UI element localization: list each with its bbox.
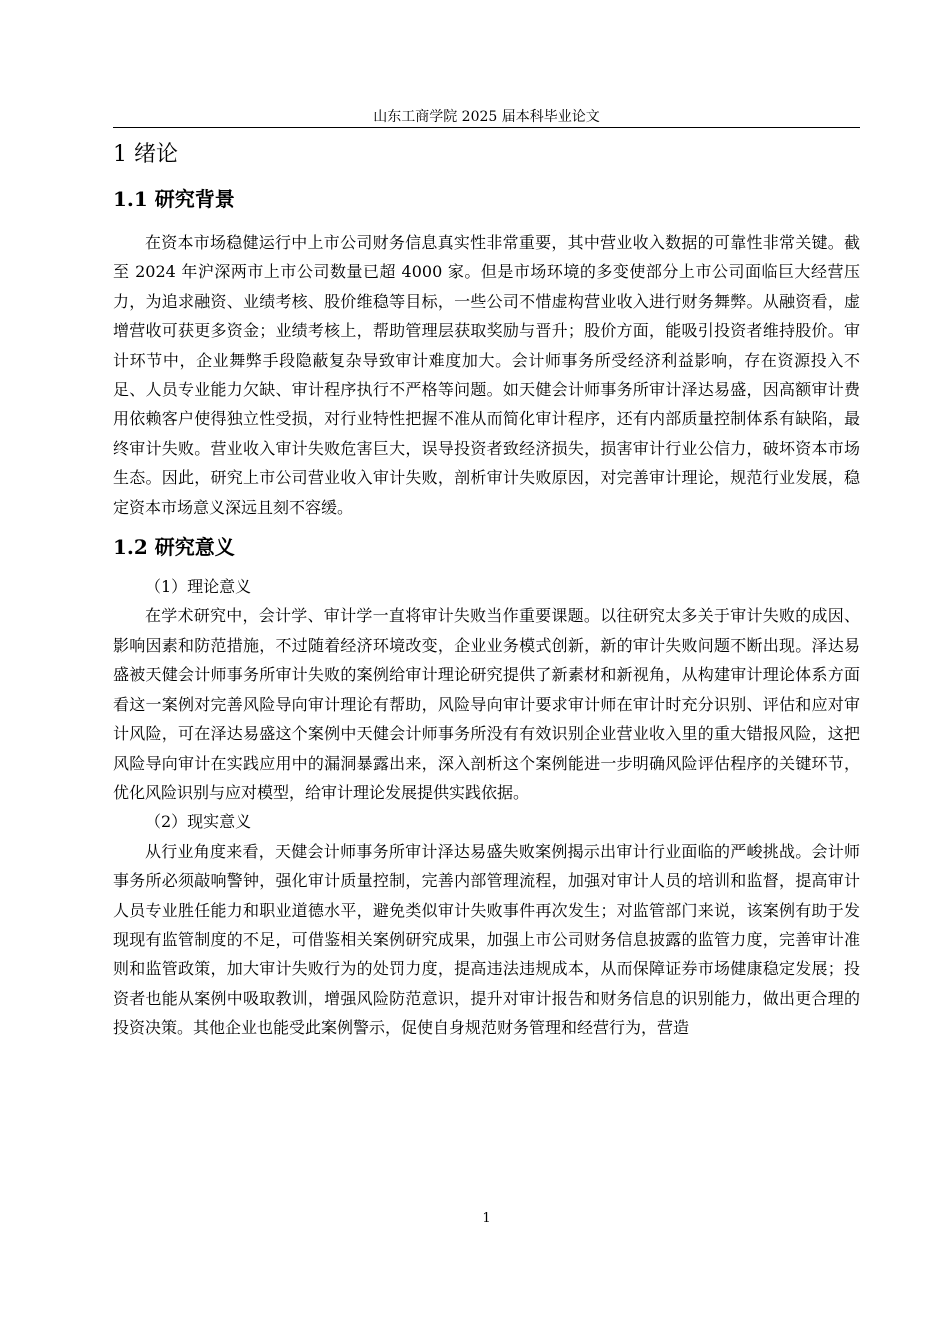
subheading-practice: （2）现实意义 [145, 812, 252, 832]
section-title-background: 1.1 研究背景 [113, 187, 235, 211]
subheading-theory: （1）理论意义 [145, 577, 252, 597]
page-content [113, 140, 860, 1043]
page-number: 1 [482, 1211, 491, 1226]
chapter-title: 1 绪论 [113, 142, 178, 167]
header-rule [113, 127, 860, 128]
page-header: 山东工商学院 2025 届本科毕业论文 [373, 109, 600, 125]
paragraph-practice: 从行业角度来看，天健会计师事务所审计泽达易盛失败案例揭示出审计行业面临的严峻挑战。会计师事务所必须敲响警钟，强化审计质量控制，完善内部管理流程，加强对审计人员的培训和监督，提高审计人员专业胜任能力和职业道德水平，避免类似审计失败事件再次发生；对监管部门来说，该案例有助于发现现有监管制度的不足，可借鉴相关案例研究成果，加强上市公司财务信息披露的监管力度，完善审计准则和监管政策，加大审计失败行为的处罚力度，提高违法违规成本，从而保障证券市场健康稳定发展；投资者也能从案例中吸取教训，增强风险防范意识，提升对审计报告和财务信息的识别能力，做出更合理的投资决策。其他企业也能受此案例警示，促使自身规范财务管理和经营行为，营造 [113, 841, 860, 1038]
paragraph-background: 在资本市场稳健运行中上市公司财务信息真实性非常重要，其中营业收入数据的可靠性非常关键。截至 2024 年沪深两市上市公司数量已超 4000 家。但是市场环境的多变使部分上市公司面临巨大经营压力，为追求融资、业绩考核、股价维稳等目标，一些公司不惜虚构营业收入进行财务舞弊。从融资看，虚增营收可获更多资金；业绩考核上，帮助管理层获取奖励与晋升；股价方面，能吸引投资者维持股价。审计环节中，企业舞弊手段隐蔽复杂导致审计难度加大。会计师事务所受经济利益影响，存在资源投入不足、人员专业能力欠缺、审计程序执行不严格等问题。如天健会计师事务所审计泽达易盛，因高额审计费用依赖客户使得独立性受损，对行业特性把握不准从而简化审计程序，还有内部质量控制体系有缺陷，最终审计失败。营业收入审计失败危害巨大，误导投资者致经济损失，损害审计行业公信力，破坏资本市场生态。因此，研究上市公司营业收入审计失败，剖析审计失败原因，对完善审计理论，规范行业发展，稳定资本市场意义深远且刻不容缓。 [113, 233, 860, 517]
section-title-significance: 1.2 研究意义 [113, 535, 235, 560]
paragraph-theory: 在学术研究中，会计学、审计学一直将审计失败当作重要课题。以往研究太多关于审计失败的成因、影响因素和防范措施，不过随着经济环境改变，企业业务模式创新，新的审计失败问题不断出现。泽达易盛被天健会计师事务所审计失败的案例给审计理论研究提供了新素材和新视角，从构建审计理论体系方面看这一案例对完善风险导向审计理论有帮助，风险导向审计要求审计师在审计时充分识别、评估和应对审计风险，可在泽达易盛这个案例中天健会计师事务所没有有效识别企业营业收入里的重大错报风险，这把风险导向审计在实践应用中的漏洞暴露出来，深入剖析这个案例能进一步明确风险评估程序的关键环节，优化风险识别与应对模型，给审计理论发展提供实践依据。 [113, 606, 860, 802]
